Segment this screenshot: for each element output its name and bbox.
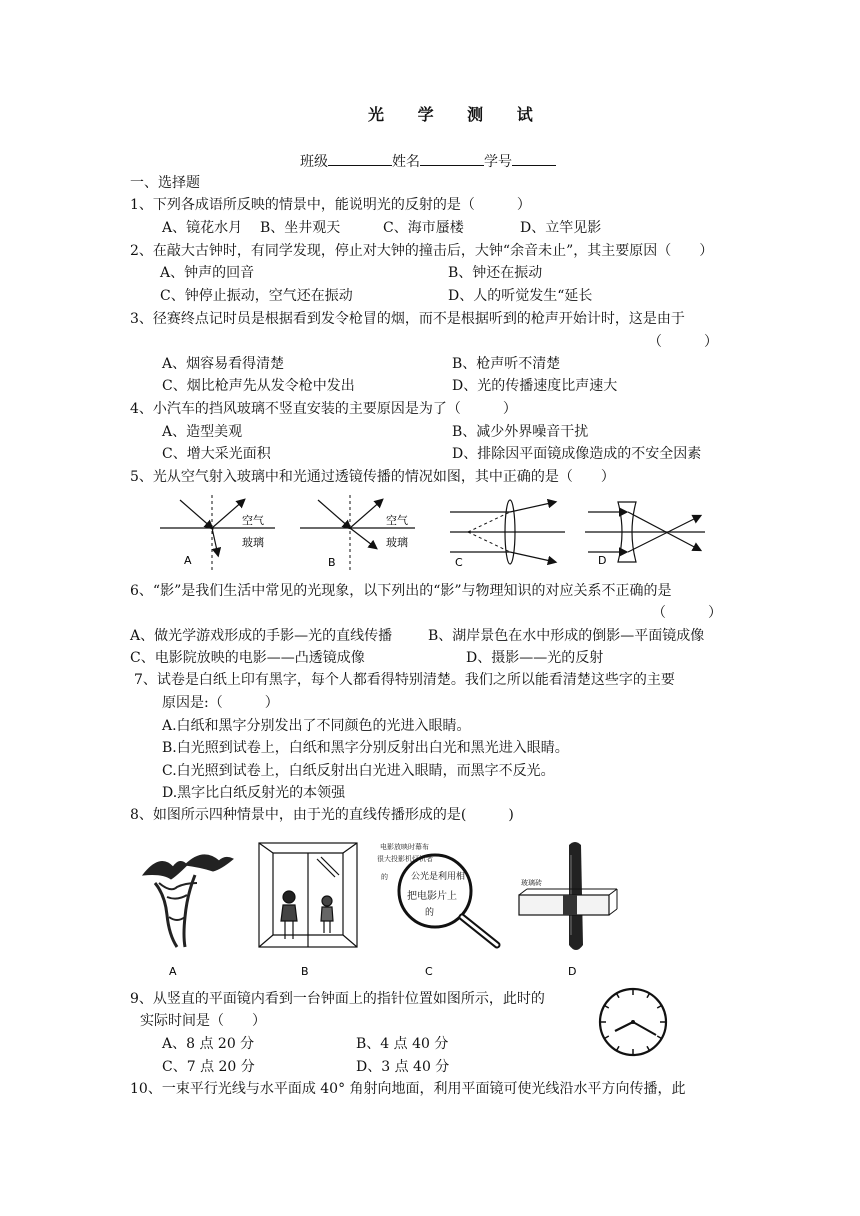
- q6-option-b: B、湖岸景色在水中形成的倒影—平面镜成像: [428, 628, 705, 644]
- diagram-b-glass-label: 玻璃: [386, 536, 408, 549]
- picture-d-glass-brick: [519, 842, 617, 950]
- q3-option-b: B、枪声听不清楚: [452, 356, 561, 372]
- name-blank[interactable]: [420, 152, 484, 166]
- q8-stem: 8、如图所示四种情景中，由于光的直线传播形成的是( ): [130, 807, 514, 823]
- diagram-b-air-label: 空气: [386, 514, 408, 527]
- class-blank[interactable]: [328, 152, 392, 166]
- diagram-a-air-label: 空气: [242, 514, 264, 527]
- q4-option-b: B、减少外界噪音干扰: [452, 424, 589, 440]
- picture-c-magnifier: [377, 842, 497, 945]
- diagram-b: [300, 495, 415, 572]
- q6-option-c: C、电影院放映的电影——凸透镜成像: [130, 650, 365, 666]
- q6-option-d: D、摄影——光的反射: [466, 650, 604, 666]
- q2-option-d: D、人的听觉发生“延长: [448, 288, 593, 304]
- q5-stem: 5、光从空气射入玻璃中和光通过透镜传播的情况如图，其中正确的是（ ）: [130, 469, 615, 485]
- q1-option-a: A、镜花水月: [162, 220, 243, 236]
- diagram-a: [160, 495, 275, 572]
- poster-line-5: 把电影片上: [407, 891, 457, 902]
- q8-pictures: [125, 835, 645, 985]
- q1-option-c: C、海市蜃楼: [383, 220, 464, 236]
- q4-option-d: D、排除因平面镜成像造成的不安全因素: [452, 446, 702, 462]
- picture-d-label: D: [568, 965, 577, 978]
- q10-stem: 10、一束平行光线与水平面成 40° 角射向地面，利用平面镜可使光线沿水平方向传播，此: [130, 1081, 686, 1097]
- q6-stem: 6、“影”是我们生活中常见的光现象，以下列出的“影”与物理知识的对应关系不正确的是: [130, 583, 672, 599]
- q7-option-c: C.白光照到试卷上，白纸反射出白光进入眼睛，而黑字不反光。: [162, 763, 555, 779]
- q7-option-b: B.白光照到试卷上，白纸和黑字分别反射出白光和黑光进入眼睛。: [162, 740, 569, 756]
- q9-stem-2: 实际时间是（ ）: [140, 1013, 266, 1029]
- diagram-a-glass-label: 玻璃: [242, 536, 264, 549]
- q2-stem: 2、在敲大古钟时，有同学发现，停止对大钟的撞击后，大钟“余音未止”，其主要原因（ ）: [130, 243, 714, 259]
- q3-answer-paren: （ ）: [648, 334, 718, 350]
- q2-option-b: B、钟还在振动: [448, 265, 543, 281]
- q3-option-a: A、烟容易看得清楚: [162, 356, 285, 372]
- q7-stem: 7、试卷是白纸上印有黑字，每个人都看得特别清楚。我们之所以能看清楚这些字的主要: [134, 672, 675, 688]
- q9-stem: 9、从竖直的平面镜内看到一台钟面上的指针位置如图所示，此时的: [130, 991, 545, 1007]
- q4-option-a: A、造型美观: [162, 424, 243, 440]
- q9-option-c: C、7 点 20 分: [162, 1059, 255, 1075]
- q9-option-d: D、3 点 40 分: [356, 1059, 450, 1075]
- q7-option-a: A.白纸和黑字分别发出了不同颜色的光进入眼睛。: [162, 718, 471, 734]
- q4-option-c: C、增大采光面积: [162, 446, 271, 462]
- q3-option-d: D、光的传播速度比声速大: [452, 378, 618, 394]
- name-label: 姓名: [392, 154, 420, 170]
- poster-line-2: 很大投影机灯机者: [377, 855, 433, 863]
- q1-stem: 1、下列各成语所反映的情景中，能说明光的反射的是（ ）: [130, 197, 531, 213]
- picture-a-hand-shadow: [143, 855, 233, 947]
- poster-line-4: 的: [381, 873, 388, 881]
- diagram-d-label: D: [598, 554, 607, 567]
- brick-label: 玻璃砖: [521, 879, 542, 887]
- q2-option-c: C、钟停止振动，空气还在振动: [160, 288, 353, 304]
- q4-stem: 4、小汽车的挡风玻璃不竖直安装的主要原因是为了（ ）: [130, 401, 517, 417]
- q1-option-b: B、坐井观天: [260, 220, 341, 236]
- picture-a-label: A: [169, 965, 177, 978]
- picture-b-mirror-room: [259, 843, 357, 947]
- poster-line-6: 的: [425, 908, 435, 918]
- q7-option-d: D.黑字比白纸反射光的本领强: [162, 785, 346, 801]
- picture-b-label: B: [301, 965, 309, 978]
- diagram-a-label: A: [184, 554, 192, 567]
- diagram-c: [450, 500, 565, 569]
- q6-option-a: A、做光学游戏形成的手影—光的直线传播: [130, 628, 393, 644]
- q2-option-a: A、钟声的回音: [160, 265, 255, 281]
- q9-option-b: B、4 点 40 分: [356, 1036, 449, 1052]
- poster-line-3: 公光是利用相: [411, 872, 466, 882]
- id-blank[interactable]: [512, 152, 556, 166]
- section-heading: 一、选择题: [130, 175, 200, 191]
- diagram-b-label: B: [328, 556, 336, 569]
- q6-answer-paren: （ ）: [652, 605, 722, 621]
- page-title: 光 学 测 试: [368, 105, 547, 124]
- q3-stem: 3、径赛终点记时员是根据看到发令枪冒的烟，而不是根据听到的枪声开始计时，这是由于: [130, 311, 685, 327]
- q9-clock: [596, 985, 670, 1059]
- student-info-line: [300, 152, 556, 171]
- id-label: 学号: [484, 154, 512, 170]
- class-label: 班级: [300, 154, 328, 170]
- diagram-d: [585, 502, 705, 567]
- q1-option-d: D、立竿见影: [520, 220, 602, 236]
- q3-option-c: C、烟比枪声先从发令枪中发出: [162, 378, 355, 394]
- picture-c-label: C: [425, 965, 433, 978]
- diagram-c-label: C: [455, 556, 463, 569]
- q9-option-a: A、8 点 20 分: [162, 1036, 255, 1052]
- q7-stem-2: 原因是:（ ）: [162, 695, 279, 711]
- poster-line-1: 电影放映时幕布: [380, 843, 429, 851]
- q5-refraction-diagrams: [150, 490, 730, 575]
